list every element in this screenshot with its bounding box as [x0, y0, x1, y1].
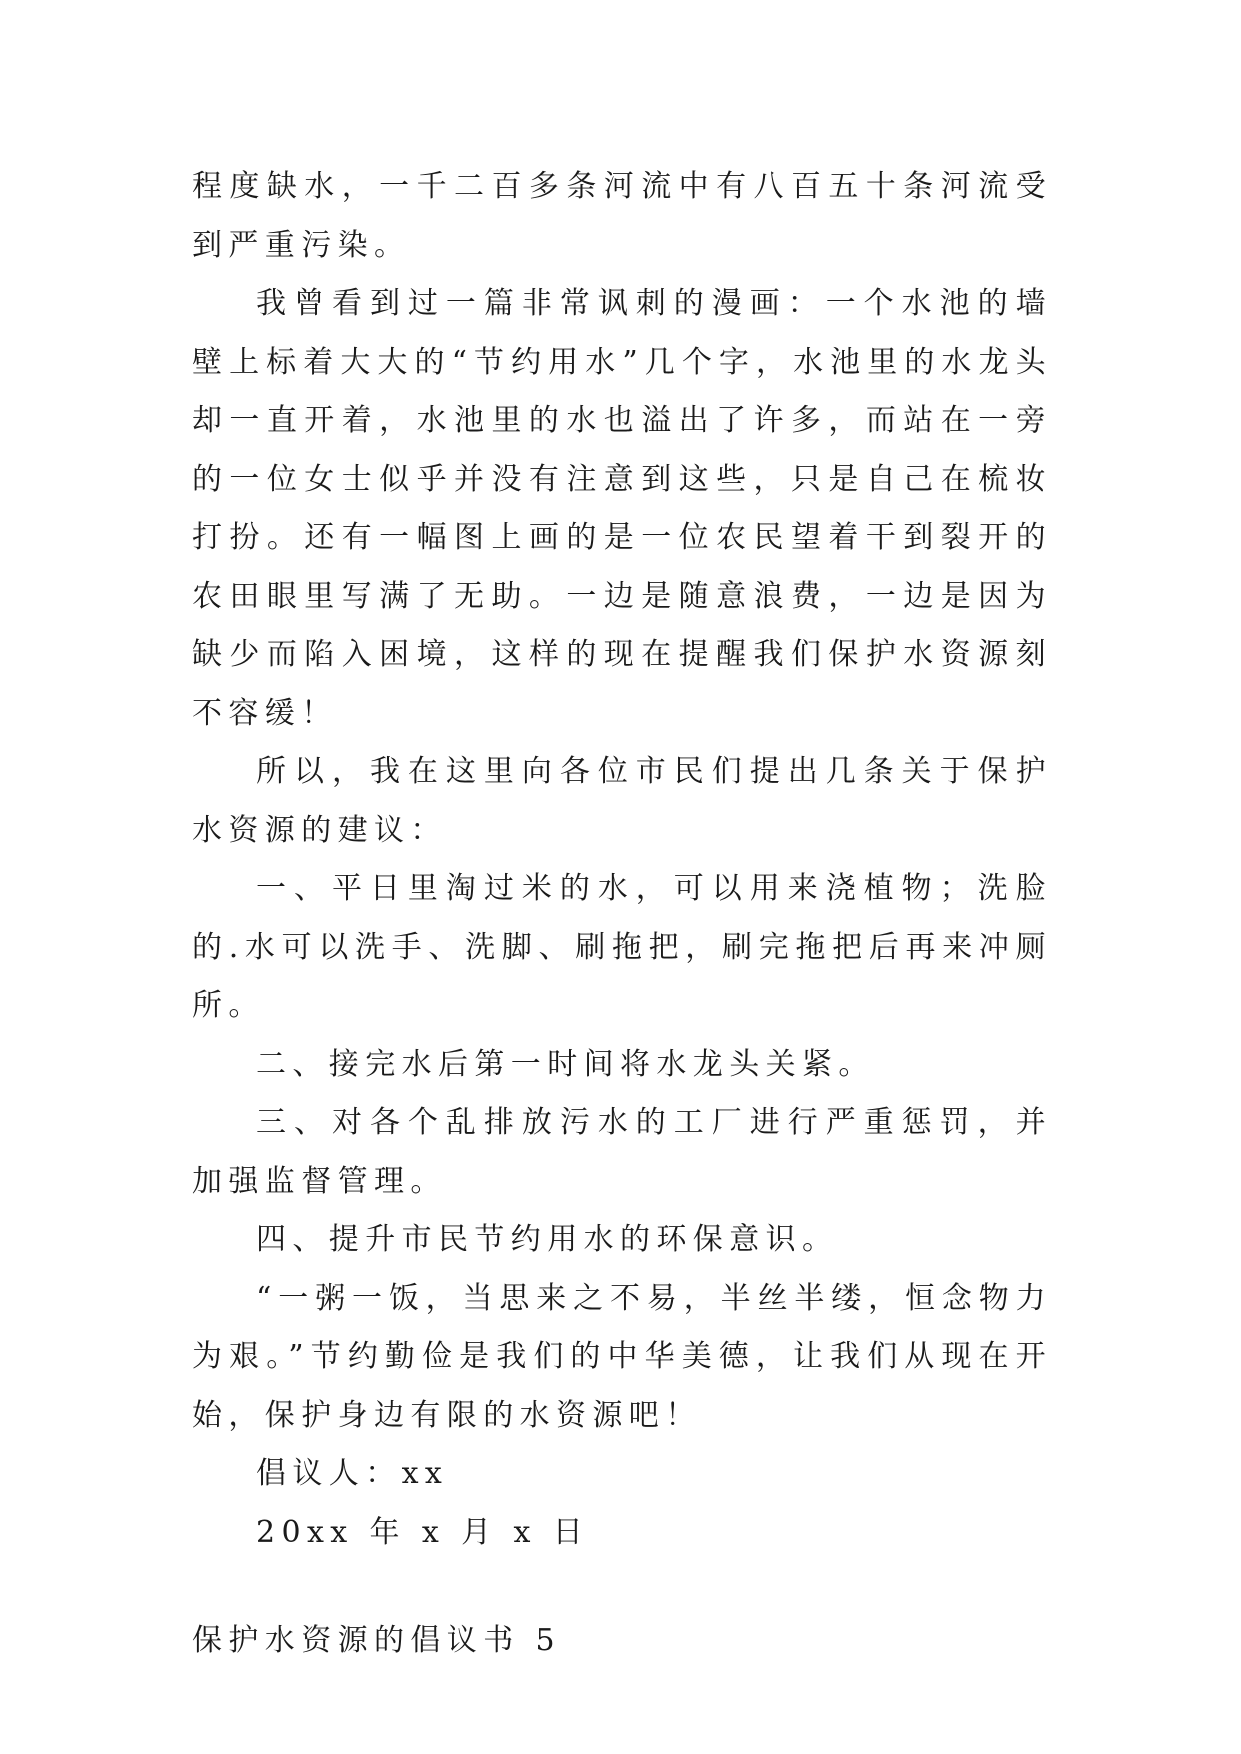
suggestion-2: 二、接完水后第一时间将水龙头关紧。 [256, 1046, 875, 1082]
signature-date: 20xx 年 x 月 x 日 [256, 1514, 590, 1550]
paragraph-cartoon: 我曾看到过一篇非常讽刺的漫画：一个水池的墙壁上标着大大的“节约用水”几个字，水池里的水龙头却一直开着，水池里的水也溢出了许多，而站在一旁的一位女士似乎并没有注意到这些，只是自己在梳妆打扮。还有一幅图上画的是一位农民望着干到裂开的农田眼里写满了无助。一边是随意浪费，一边是因为缺少而陷入困境，这样的现在提醒我们保护水资源刻不容缓！ [192, 286, 1052, 731]
signature-initiator: 倡议人：xx [256, 1456, 449, 1491]
document-page [192, 158, 1052, 1671]
paragraph-closing: “一粥一饭，当思来之不易，半丝半缕，恒念物力为艰。”节约勤俭是我们的中华美德，让我们从现在开始，保护身边有限的水资源吧！ [192, 1280, 1052, 1433]
suggestion-3: 三、对各个乱排放污水的工厂进行严重惩罚，并加强监督管理。 [192, 1105, 1052, 1199]
section-title: 保护水资源的倡议书 5 [192, 1623, 562, 1658]
paragraph-suggestions-intro: 所以，我在这里向各位市民们提出几条关于保护水资源的建议： [192, 754, 1052, 848]
suggestion-1: 一、平日里淘过米的水，可以用来浇植物；洗脸的.水可以洗手、洗脚、刷拖把，刷完拖把后再来冲厕所。 [192, 871, 1052, 1023]
suggestion-4: 四、提升市民节约用水的环保意识。 [256, 1222, 839, 1257]
paragraph-intro-end: 程度缺水，一千二百多条河流中有八百五十条河流受到严重污染。 [192, 169, 1052, 263]
section-gap [192, 1562, 1052, 1612]
